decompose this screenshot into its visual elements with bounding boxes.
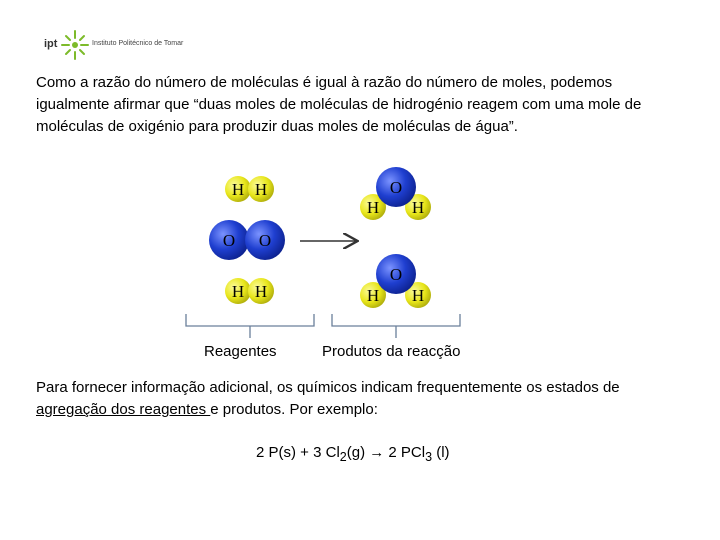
- water-molecule-top: [360, 167, 431, 220]
- atom-label-o: O: [389, 178, 403, 197]
- atom-label-o: O: [258, 231, 272, 250]
- states-paragraph: [36, 377, 686, 421]
- products-label: Produtos da reacção: [322, 343, 461, 360]
- equation-product: 2 PCl: [384, 444, 426, 461]
- equation-reactants: 2 P(s) + 3 Cl: [256, 444, 340, 461]
- hydrogen-molecule-top: [225, 176, 274, 202]
- atom-label-h: H: [411, 198, 425, 217]
- underlined-phrase: agregação dos reagentes: [36, 401, 211, 418]
- hydrogen-molecule-bottom: [225, 278, 274, 304]
- example-equation: [256, 444, 450, 464]
- atom-label-h: H: [411, 286, 425, 305]
- logo-abbreviation: ipt: [44, 38, 58, 50]
- reactants-bracket: [186, 314, 314, 338]
- equation-state: (g): [346, 444, 366, 461]
- reactants-label: Reagentes: [204, 343, 277, 360]
- equation-subscript: 3: [425, 450, 433, 464]
- water-molecule-bottom: [360, 254, 431, 308]
- atom-label-h: H: [254, 282, 268, 301]
- oxygen-molecule: [209, 220, 285, 260]
- equation-subscript: 2: [339, 450, 347, 464]
- products-bracket: [332, 314, 460, 338]
- states-text-end: e produtos. Por exemplo:: [210, 401, 378, 418]
- logo-institution-name: Instituto Politécnico de Tomar: [92, 40, 184, 47]
- atom-label-o: O: [222, 231, 236, 250]
- equation-arrow-icon: →: [369, 444, 385, 461]
- equation-product-state: (l): [432, 444, 450, 461]
- atom-label-o: O: [389, 265, 403, 284]
- states-text-start: Para fornecer informação adicional, os químicos indicam frequentemente os estados de: [36, 379, 620, 396]
- atom-label-h: H: [366, 198, 380, 217]
- atom-label-h: H: [254, 180, 268, 199]
- atom-label-h: H: [231, 282, 245, 301]
- atom-label-h: H: [231, 180, 245, 199]
- intro-paragraph: Como a razão do número de moléculas é igual à razão do número de moles, podemos igualmente afirmar que “duas moles de moléculas de hidrogénio reagem com uma mole de moléculas de oxigénio para produzir duas moles de moléculas de água”.: [36, 74, 642, 135]
- atom-label-h: H: [366, 286, 380, 305]
